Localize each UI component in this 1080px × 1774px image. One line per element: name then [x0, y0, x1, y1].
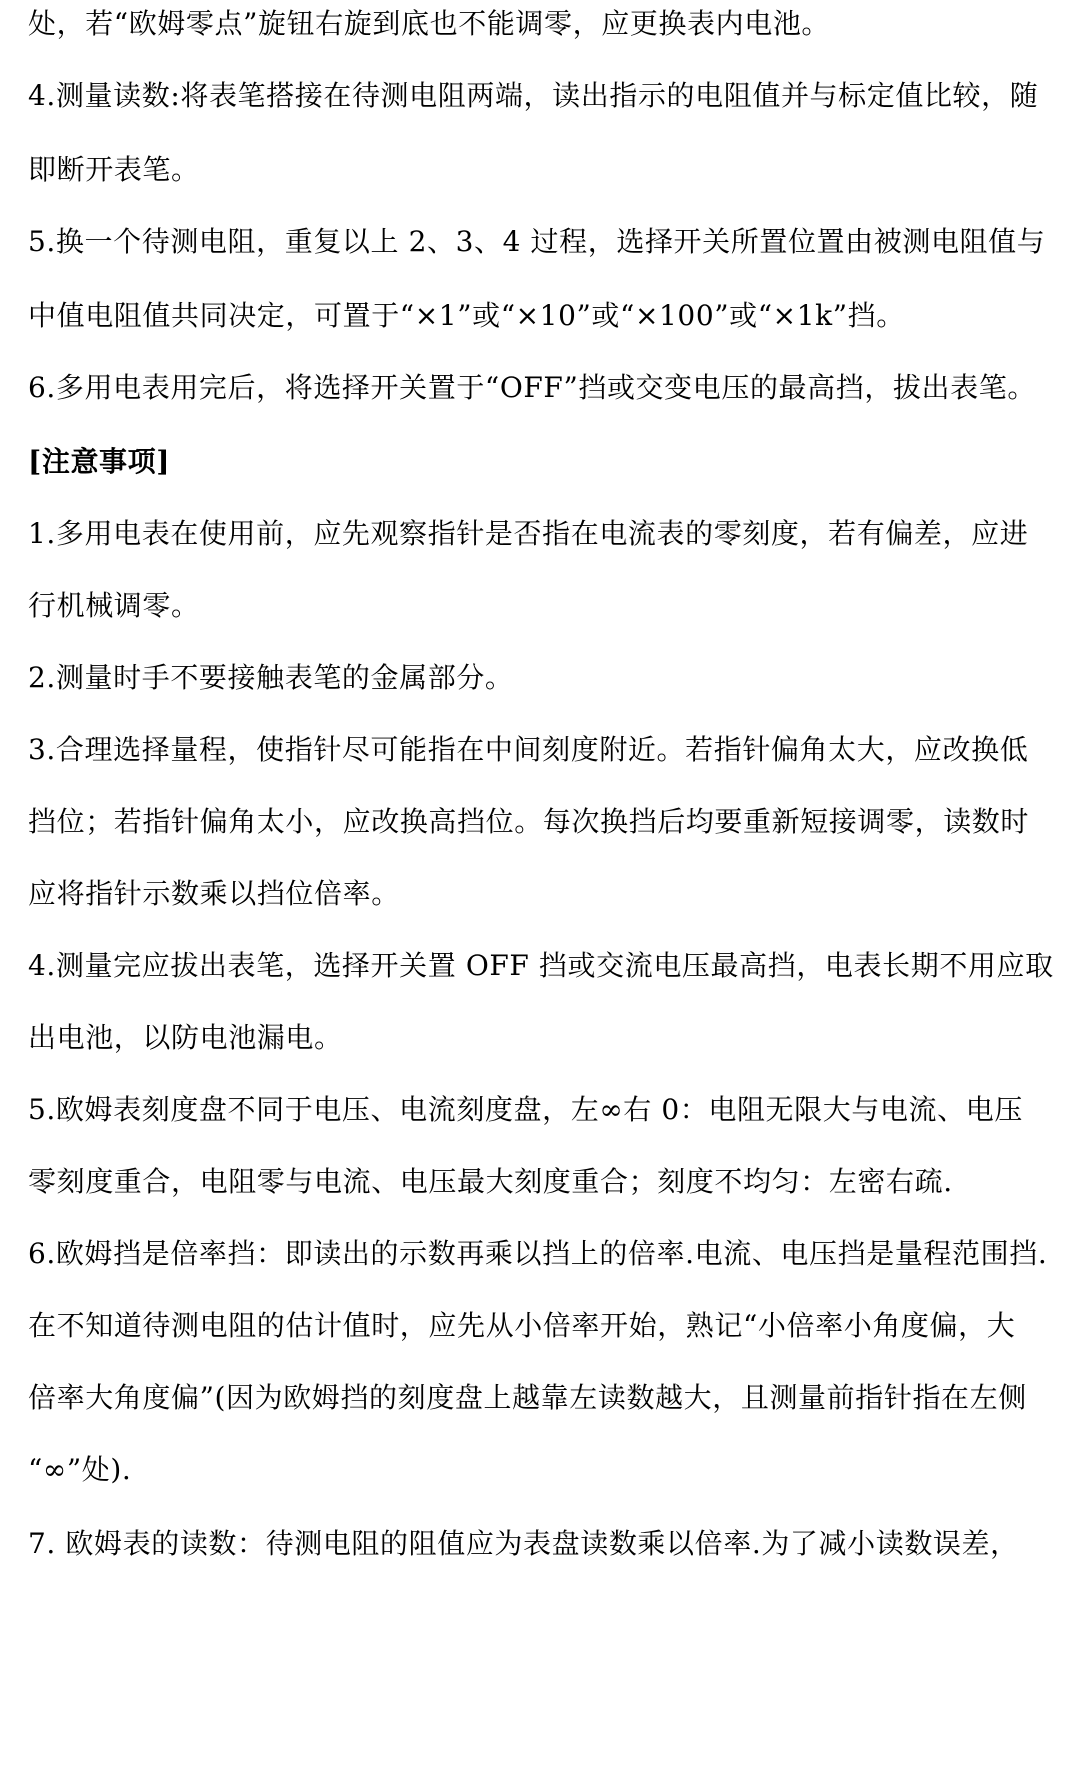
text-line: 2.测量时手不要接触表笔的金属部分。 — [28, 661, 514, 694]
text-line: “∞”处). — [28, 1453, 132, 1486]
text-line: 7. 欧姆表的读数：待测电阻的阻值应为表盘读数乘以倍率.为了减小读数误差， — [28, 1527, 1019, 1560]
text-line: 5.换一个待测电阻，重复以上 2、3、4 过程，选择开关所置位置由被测电阻值与 — [28, 225, 1046, 258]
text-line: 6.欧姆挡是倍率挡：即读出的示数再乘以挡上的倍率.电流、电压挡是量程范围挡. — [28, 1237, 1048, 1270]
text-line: 在不知道待测电阻的估计值时，应先从小倍率开始，熟记“小倍率小角度偏，大 — [28, 1309, 1016, 1342]
text-line: 即断开表笔。 — [28, 153, 200, 186]
text-line: 挡位；若指针偏角太小，应改换高挡位。每次换挡后均要重新短接调零，读数时 — [28, 805, 1030, 838]
text-line: 中值电阻值共同决定，可置于“×1”或“×10”或“×100”或“×1k”挡。 — [28, 299, 905, 332]
text-line: 处，若“欧姆零点”旋钮右旋到底也不能调零，应更换表内电池。 — [28, 7, 831, 40]
text-line: 5.欧姆表刻度盘不同于电压、电流刻度盘，左∞右 0：电阻无限大与电流、电压 — [28, 1093, 1023, 1126]
text-line: 3.合理选择量程，使指针尽可能指在中间刻度附近。若指针偏角太大，应改换低 — [28, 733, 1029, 766]
text-line: 1.多用电表在使用前，应先观察指针是否指在电流表的零刻度，若有偏差，应进 — [28, 517, 1029, 550]
text-line: 行机械调零。 — [28, 589, 200, 622]
text-line: 零刻度重合，电阻零与电流、电压最大刻度重合；刻度不均匀：左密右疏. — [28, 1165, 953, 1198]
text-line: 6.多用电表用完后，将选择开关置于“OFF”挡或交变电压的最高挡，拔出表笔。 — [28, 371, 1036, 404]
text-line: 4.测量读数:将表笔搭接在待测电阻两端，读出指示的电阻值并与标定值比较，随 — [28, 79, 1039, 112]
section-heading: [注意事项] — [28, 445, 171, 478]
text-line: 倍率大角度偏”(因为欧姆挡的刻度盘上越靠左读数越大，且测量前指针指在左侧 — [28, 1381, 1027, 1414]
text-line: 出电池，以防电池漏电。 — [28, 1021, 343, 1054]
text-line: 应将指针示数乘以挡位倍率。 — [28, 877, 400, 910]
text-line: 4.测量完应拔出表笔，选择开关置 OFF 挡或交流电压最高挡，电表长期不用应取 — [28, 949, 1054, 982]
